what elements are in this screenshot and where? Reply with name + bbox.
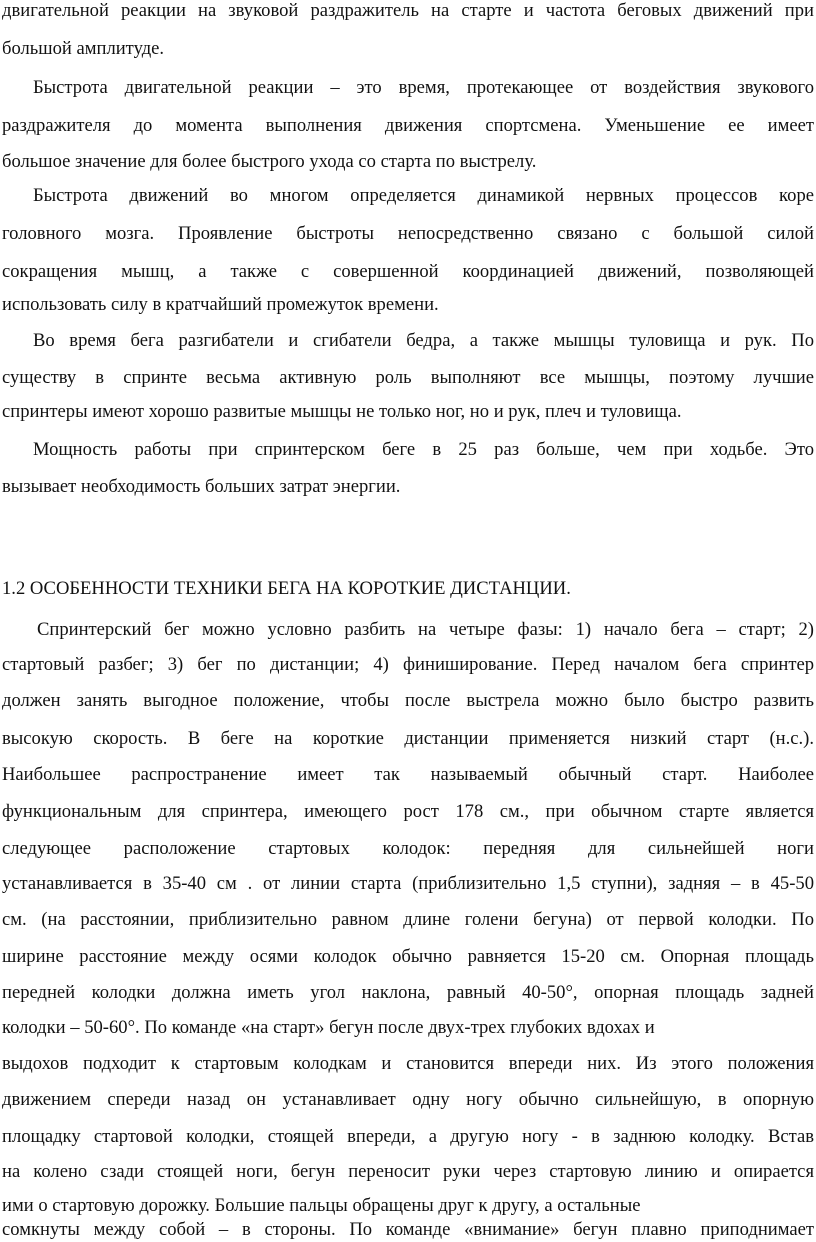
text-line: ими о стартовую дорожку. Большие пальцы обращены друг к другу, а остальные bbox=[2, 1195, 641, 1216]
text-line: сомкнуты между собой – в стороны. По команде «внимание» бегун плавно приподнимает bbox=[2, 1219, 814, 1240]
paragraph-start: Мощность работы при спринтерском беге в 25 раз больше, чем при ходьбе. Это bbox=[33, 439, 814, 460]
text-line: Наибольшее распространение имеет так называемый обычный старт. Наиболее bbox=[2, 764, 814, 785]
text-line: спринтеры имеют хорошо развитые мышцы не только ног, но и рук, плеч и туловища. bbox=[2, 401, 682, 422]
text-line: стартовый разбег; 3) бег по дистанции; 4) финиширование. Перед началом бега спринтер bbox=[2, 654, 814, 675]
text-line: большое значение для более быстрого ухода со старта по выстрелу. bbox=[2, 151, 537, 172]
text-line: головного мозга. Проявление быстроты непосредственно связано с большой силой bbox=[2, 223, 814, 244]
text-line: движением спереди назад он устанавливает одну ногу обычно сильнейшую, в опорную bbox=[2, 1089, 814, 1110]
text-line: сокращения мышц, а также с совершенной координацией движений, позволяющей bbox=[2, 261, 814, 282]
paragraph-start: Спринтерский бег можно условно разбить на четыре фазы: 1) начало бега – старт; 2) bbox=[37, 619, 814, 640]
text-line: двигательной реакции на звуковой раздражитель на старте и частота беговых движений при bbox=[2, 0, 814, 21]
text-line: существу в спринте весьма активную роль выполняют все мышцы, поэтому лучшие bbox=[2, 367, 814, 388]
paragraph-start: Во время бега разгибатели и сгибатели бедра, а также мышцы туловища и рук. По bbox=[33, 330, 814, 351]
text-line: следующее расположение стартовых колодок: передняя для сильнейшей ноги bbox=[2, 838, 814, 859]
text-line: см. (на расстоянии, приблизительно равном длине голени бегуна) от первой колодки. По bbox=[2, 909, 814, 930]
text-line: функциональным для спринтера, имеющего рост 178 см., при обычном старте является bbox=[2, 801, 814, 822]
text-line: большой амплитуде. bbox=[2, 38, 165, 59]
text-line: выдохов подходит к стартовым колодкам и становится впереди них. Из этого положения bbox=[2, 1053, 814, 1074]
text-line: должен занять выгодное положение, чтобы после выстрела можно было быстро развить bbox=[2, 690, 814, 711]
text-line: на колено сзади стоящей ноги, бегун переносит руки через стартовую линию и опирается bbox=[2, 1161, 814, 1182]
text-line: вызывает необходимость больших затрат энергии. bbox=[2, 476, 401, 497]
text-line: раздражителя до момента выполнения движения спортсмена. Уменьшение ее имеет bbox=[2, 115, 814, 136]
section-heading: 1.2 ОСОБЕННОСТИ ТЕХНИКИ БЕГА НА КОРОТКИЕ ДИСТАНЦИИ. bbox=[2, 578, 571, 599]
text-line: площадку стартовой колодки, стоящей впереди, а другую ногу - в заднюю колодку. Встав bbox=[2, 1126, 814, 1147]
paragraph-start: Быстрота движений во многом определяется динамикой нервных процессов коре bbox=[33, 185, 814, 206]
paragraph-start: Быстрота двигательной реакции – это время, протекающее от воздействия звукового bbox=[33, 77, 814, 98]
text-line: передней колодки должна иметь угол наклона, равный 40-50°, опорная площадь задней bbox=[2, 982, 814, 1003]
text-line: использовать силу в кратчайший промежуток времени. bbox=[2, 294, 439, 315]
text-line: устанавливается в 35-40 см . от линии старта (приблизительно 1,5 ступни), задняя – в 45-50 bbox=[2, 873, 814, 894]
text-line: колодки – 50-60°. По команде «на старт» бегун после двух-трех глубоких вдохах и bbox=[2, 1017, 655, 1038]
text-line: высокую скорость. В беге на короткие дистанции применяется низкий старт (н.с.). bbox=[2, 728, 814, 749]
text-line: ширине расстояние между осями колодок обычно равняется 15-20 см. Опорная площадь bbox=[2, 946, 814, 967]
